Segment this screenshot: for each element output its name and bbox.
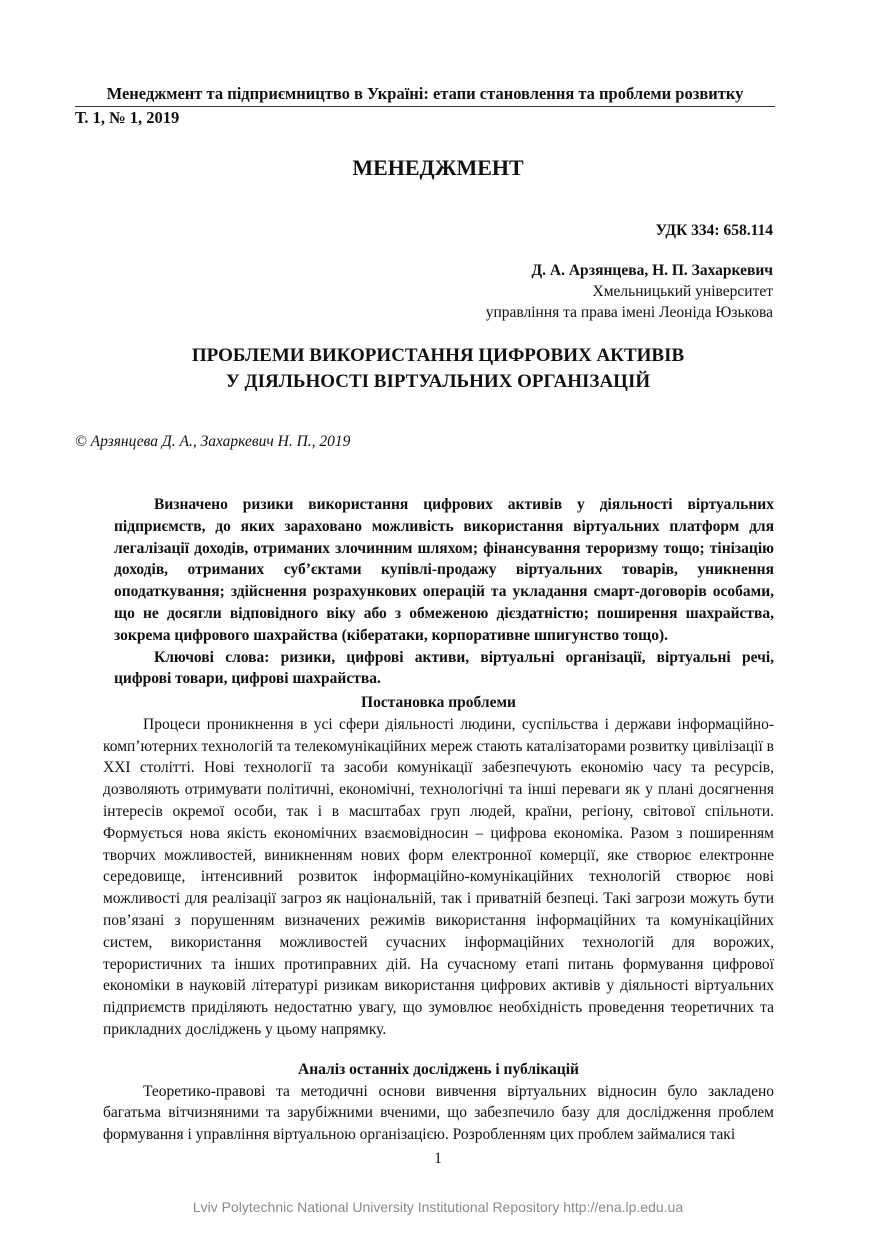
section-text-literature: Теоретико-правові та методичні основи вивчення віртуальних відносин було закладено багатьма вітчизняними та зарубіжними вченими, що забезпечило базу для дослідження проблем формування і управління віртуальною організацією. Розробленням цих проблем займалися такі [103,1082,774,1144]
article-title [0,343,876,395]
article-title-line-2: У ДІЯЛЬНОСТІ ВІРТУАЛЬНИХ ОРГАНІЗАЦІЙ [225,371,651,392]
affiliation-line-1: Хмельницький університет [592,283,773,300]
abstract-text: Визначено ризики використання цифрових активів у діяльності віртуальних підприємств, до яких зараховано можливість використання віртуальних платформ для легалізації доходів, отриманих злочинним шляхом; фінансування тероризму тощо; тінізацію доходів, отриманих суб’єктами купівлі-продажу віртуальних товарів, уникнення оподаткування; здійснення розрахункових операцій та укладання смарт-договорів особами, що не досягли відповідного віку або з обмеженою дієздатністю; поширення шахрайства, зокрема цифрового шахрайства (кібератаки, корпоративне шпигунство тощо). [114,496,774,644]
author-names: Д. А. Арзянцева, Н. П. Захаркевич [531,262,773,279]
repository-footer: Lviv Polytechnic National University Institutional Repository http://ena.lp.edu.ua [192,1199,684,1215]
affiliation-line-2: управління та права імені Леоніда Юзькова [485,304,773,321]
udc-code: УДК 334: 658.114 [655,222,773,239]
article-body [103,692,774,1146]
copyright: © Арзянцева Д. А., Захаркевич Н. П., 2019 [75,433,351,450]
section-heading-problem: Постановка проблеми [361,694,516,711]
page-number: 1 [434,1150,442,1167]
issue-info: Т. 1, № 1, 2019 [75,108,180,127]
journal-title: Менеджмент та підприємництво в Україні: етапи становлення та проблеми розвитку [106,84,744,103]
abstract [114,494,774,690]
section-heading-literature: Аналіз останніх досліджень і публікацій [298,1060,579,1078]
keywords: Ключові слова: ризики, цифрові активи, віртуальні організації, віртуальні речі, цифрові товари, цифрові шахрайства. [114,648,774,688]
article-title-line-1: ПРОБЛЕМИ ВИКОРИСТАННЯ ЦИФРОВИХ АКТИВІВ [191,345,685,366]
authors-block [486,260,773,323]
section-heading: МЕНЕДЖМЕНТ [352,155,524,180]
header-rule [75,106,775,107]
section-text-problem: Процеси проникнення в усі сфери діяльності людини, суспільства і держави інформаційно-комп’ютерних технологій та телекомунікаційних мереж стають каталізаторами розвитку цивілізації в XXI столітті. Нові технології та засоби комунікації забезпечують економію часу та ресурсів, дозволяють отримувати політичні, економічні, технологічні та інші переваги як у плані досягнення інтересів окремої особи, так і в масштабах груп людей, країни, регіону, світової спільноти. Формується нова якість економічних взаємовідносин – цифрова економіка. Разом з поширенням творчих можливостей, виникненням нових форм електронної комерції, яке створює електронне середовище, інтенсивний розвиток інформаційно-комунікаційних технологій створює нові можливості для реалізації загроз як національній, так і приватній безпеці. Такі загрози можуть бути пов’язані з порушенням визначених режимів використання інформаційних та комунікаційних систем, використання можливостей сучасних інформаційних технологій для ворожих, терористичних та інших протиправних дій. На сучасному етапі питань формування цифрової економіки в науковій літературі ризикам використання цифрових активів у діяльності віртуальних підприємств приділяють недостатню увагу, що зумовлює необхідність проведення теоретичних та прикладних досліджень у цьому напрямку. [103,715,774,1038]
